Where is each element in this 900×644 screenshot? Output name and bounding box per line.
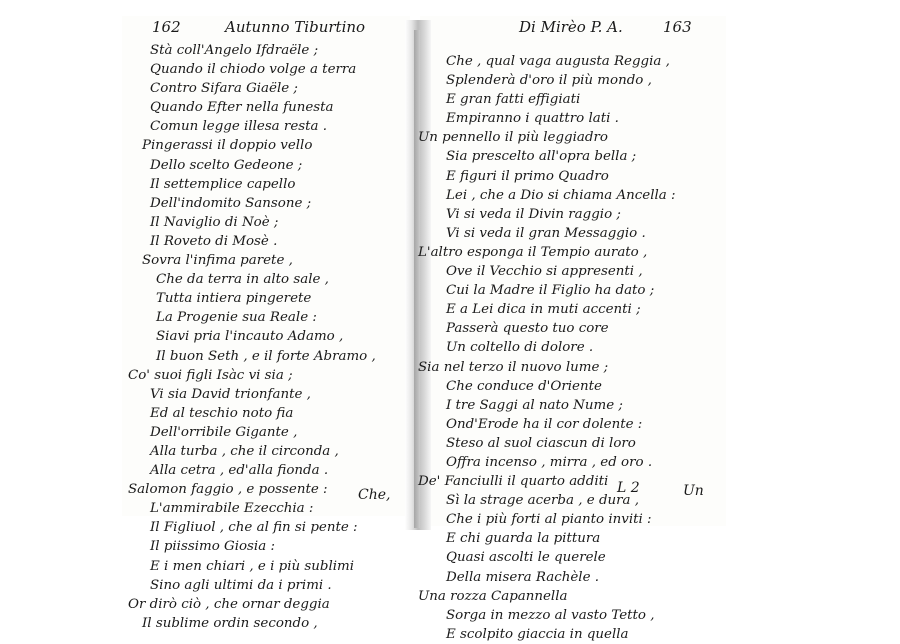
verse-line: Che , qual vaga augusta Reggia , [446, 54, 670, 69]
signature-mark: L 2 [617, 480, 640, 496]
verse-line: Dello scelto Gedeone ; [150, 157, 303, 173]
verse-line: Sia prescelto all'opra bella ; [446, 149, 637, 165]
verse-line: Il buon Seth , e il forte Abramo , [156, 348, 376, 364]
verse-line: Sorga in mezzo al vasto Tetto , [446, 607, 655, 623]
left-catchword: Che, [358, 487, 391, 503]
verse-line: Dell'indomito Sansone ; [150, 195, 312, 211]
verse-line: Il Roveto di Mosè . [150, 233, 278, 249]
verse-line: E gran fatti effigiati [446, 92, 581, 108]
verse-line: Salomon faggio , e possente : [128, 482, 328, 498]
verse-line: Or dirò ciò , che ornar deggia [128, 596, 330, 612]
verse-line: Comun legge illesa resta . [150, 119, 328, 135]
verse-line: Che da terra in alto sale , [156, 272, 329, 288]
verse-line: Siavi pria l'incauto Adamo , [156, 329, 344, 345]
verse-line: Il sublime ordin secondo , [142, 615, 318, 631]
verse-line: Ove il Vecchio si appresenti , [446, 264, 643, 280]
verse-line: Vi si veda il Divin raggio ; [446, 206, 621, 222]
verse-line: Passerà questo tuo core [446, 321, 609, 337]
verse-line: Sì la strage acerba , e dura , [446, 493, 640, 509]
verse-line: Il settemplice capello [150, 176, 296, 192]
verse-line: Vi sia David trionfante , [150, 386, 311, 402]
verse-line: Cui la Madre il Figlio ha dato ; [446, 283, 655, 299]
verse-line: Co' suoi figli Isàc vi sia ; [128, 367, 293, 383]
verse-line: Sia nel terzo il nuovo lume ; [418, 359, 609, 375]
verse-line: Che conduce d'Oriente [446, 378, 602, 394]
verse-line: E chi guarda la pittura [446, 531, 601, 547]
right-running-head: Di Mirèo P. A. [519, 18, 623, 36]
verse-line: Il piissimo Giosia : [150, 539, 275, 555]
left-page-number: 162 [152, 18, 181, 36]
verse-line: L'ammirabile Ezecchia : [150, 501, 314, 517]
verse-line: Empiranno i quattro lati . [446, 111, 619, 127]
left-page-verses [128, 41, 376, 633]
verse-line: I tre Saggi al nato Nume ; [446, 397, 623, 413]
verse-line: Contro Sifara Giaële ; [150, 81, 298, 97]
verse-line: Ed al teschio noto fia [150, 405, 294, 421]
verse-line: Vi si veda il gran Messaggio . [446, 225, 646, 241]
verse-line: Alla cetra , ed'alla fionda . [150, 463, 329, 479]
verse-line: Ond'Erode ha il cor dolente : [446, 416, 643, 432]
verse-line: Alla turba , che il circonda , [150, 443, 339, 459]
left-running-head: Autunno Tiburtino [225, 18, 366, 36]
verse-line: Splenderà d'oro il più mondo , [446, 73, 652, 89]
verse-line: Un coltello di dolore . [446, 340, 594, 356]
verse-line: Della misera Rachèle . [446, 569, 600, 585]
right-catchword: Un [683, 483, 704, 499]
verse-line: E scolpito giaccia in quella [446, 626, 629, 642]
verse-line: Tutta intiera pingerete [156, 291, 312, 307]
verse-line: Dell'orribile Gigante , [150, 424, 298, 440]
verse-line: E figuri il primo Quadro [446, 168, 609, 184]
verse-line: Quasi ascolti le querele [446, 550, 606, 566]
verse-line: Sino agli ultimi da i primi . [150, 577, 332, 593]
verse-line: Quando il chiodo volge a terra [150, 62, 357, 78]
verse-line: Una rozza Capannella [418, 588, 568, 604]
verse-line: Quando Efter nella funesta [150, 100, 334, 116]
verse-line: Che i più forti al pianto inviti : [446, 512, 652, 528]
verse-line: Lei , che a Dio si chiama Ancella : [446, 187, 676, 203]
verse-line: Il Naviglio di Noè ; [150, 214, 279, 230]
verse-line: L'altro esponga il Tempio aurato , [418, 244, 648, 260]
verse-line: Steso al suol ciascun di loro [446, 435, 636, 451]
verse-line: Pingerassi il doppio vello [142, 138, 313, 154]
right-page-number: 163 [663, 18, 692, 36]
right-page-verses [418, 52, 676, 644]
verse-line: Offra incenso , mirra , ed oro . [446, 454, 653, 470]
verse-line: La Progenie sua Reale : [156, 310, 317, 326]
verse-line: Sovra l'infima parete , [142, 253, 293, 269]
verse-line: E a Lei dica in muti accenti ; [446, 302, 641, 318]
verse-line: Il Figliuol , che al fin si pente : [150, 520, 358, 536]
verse-line: De' Fanciulli il quarto additi [418, 474, 609, 490]
verse-line: Stà coll'Angelo Ifdraële ; [150, 43, 319, 58]
verse-line: E i men chiari , e i più sublimi [150, 558, 354, 574]
verse-line: Un pennello il più leggiadro [418, 130, 608, 146]
